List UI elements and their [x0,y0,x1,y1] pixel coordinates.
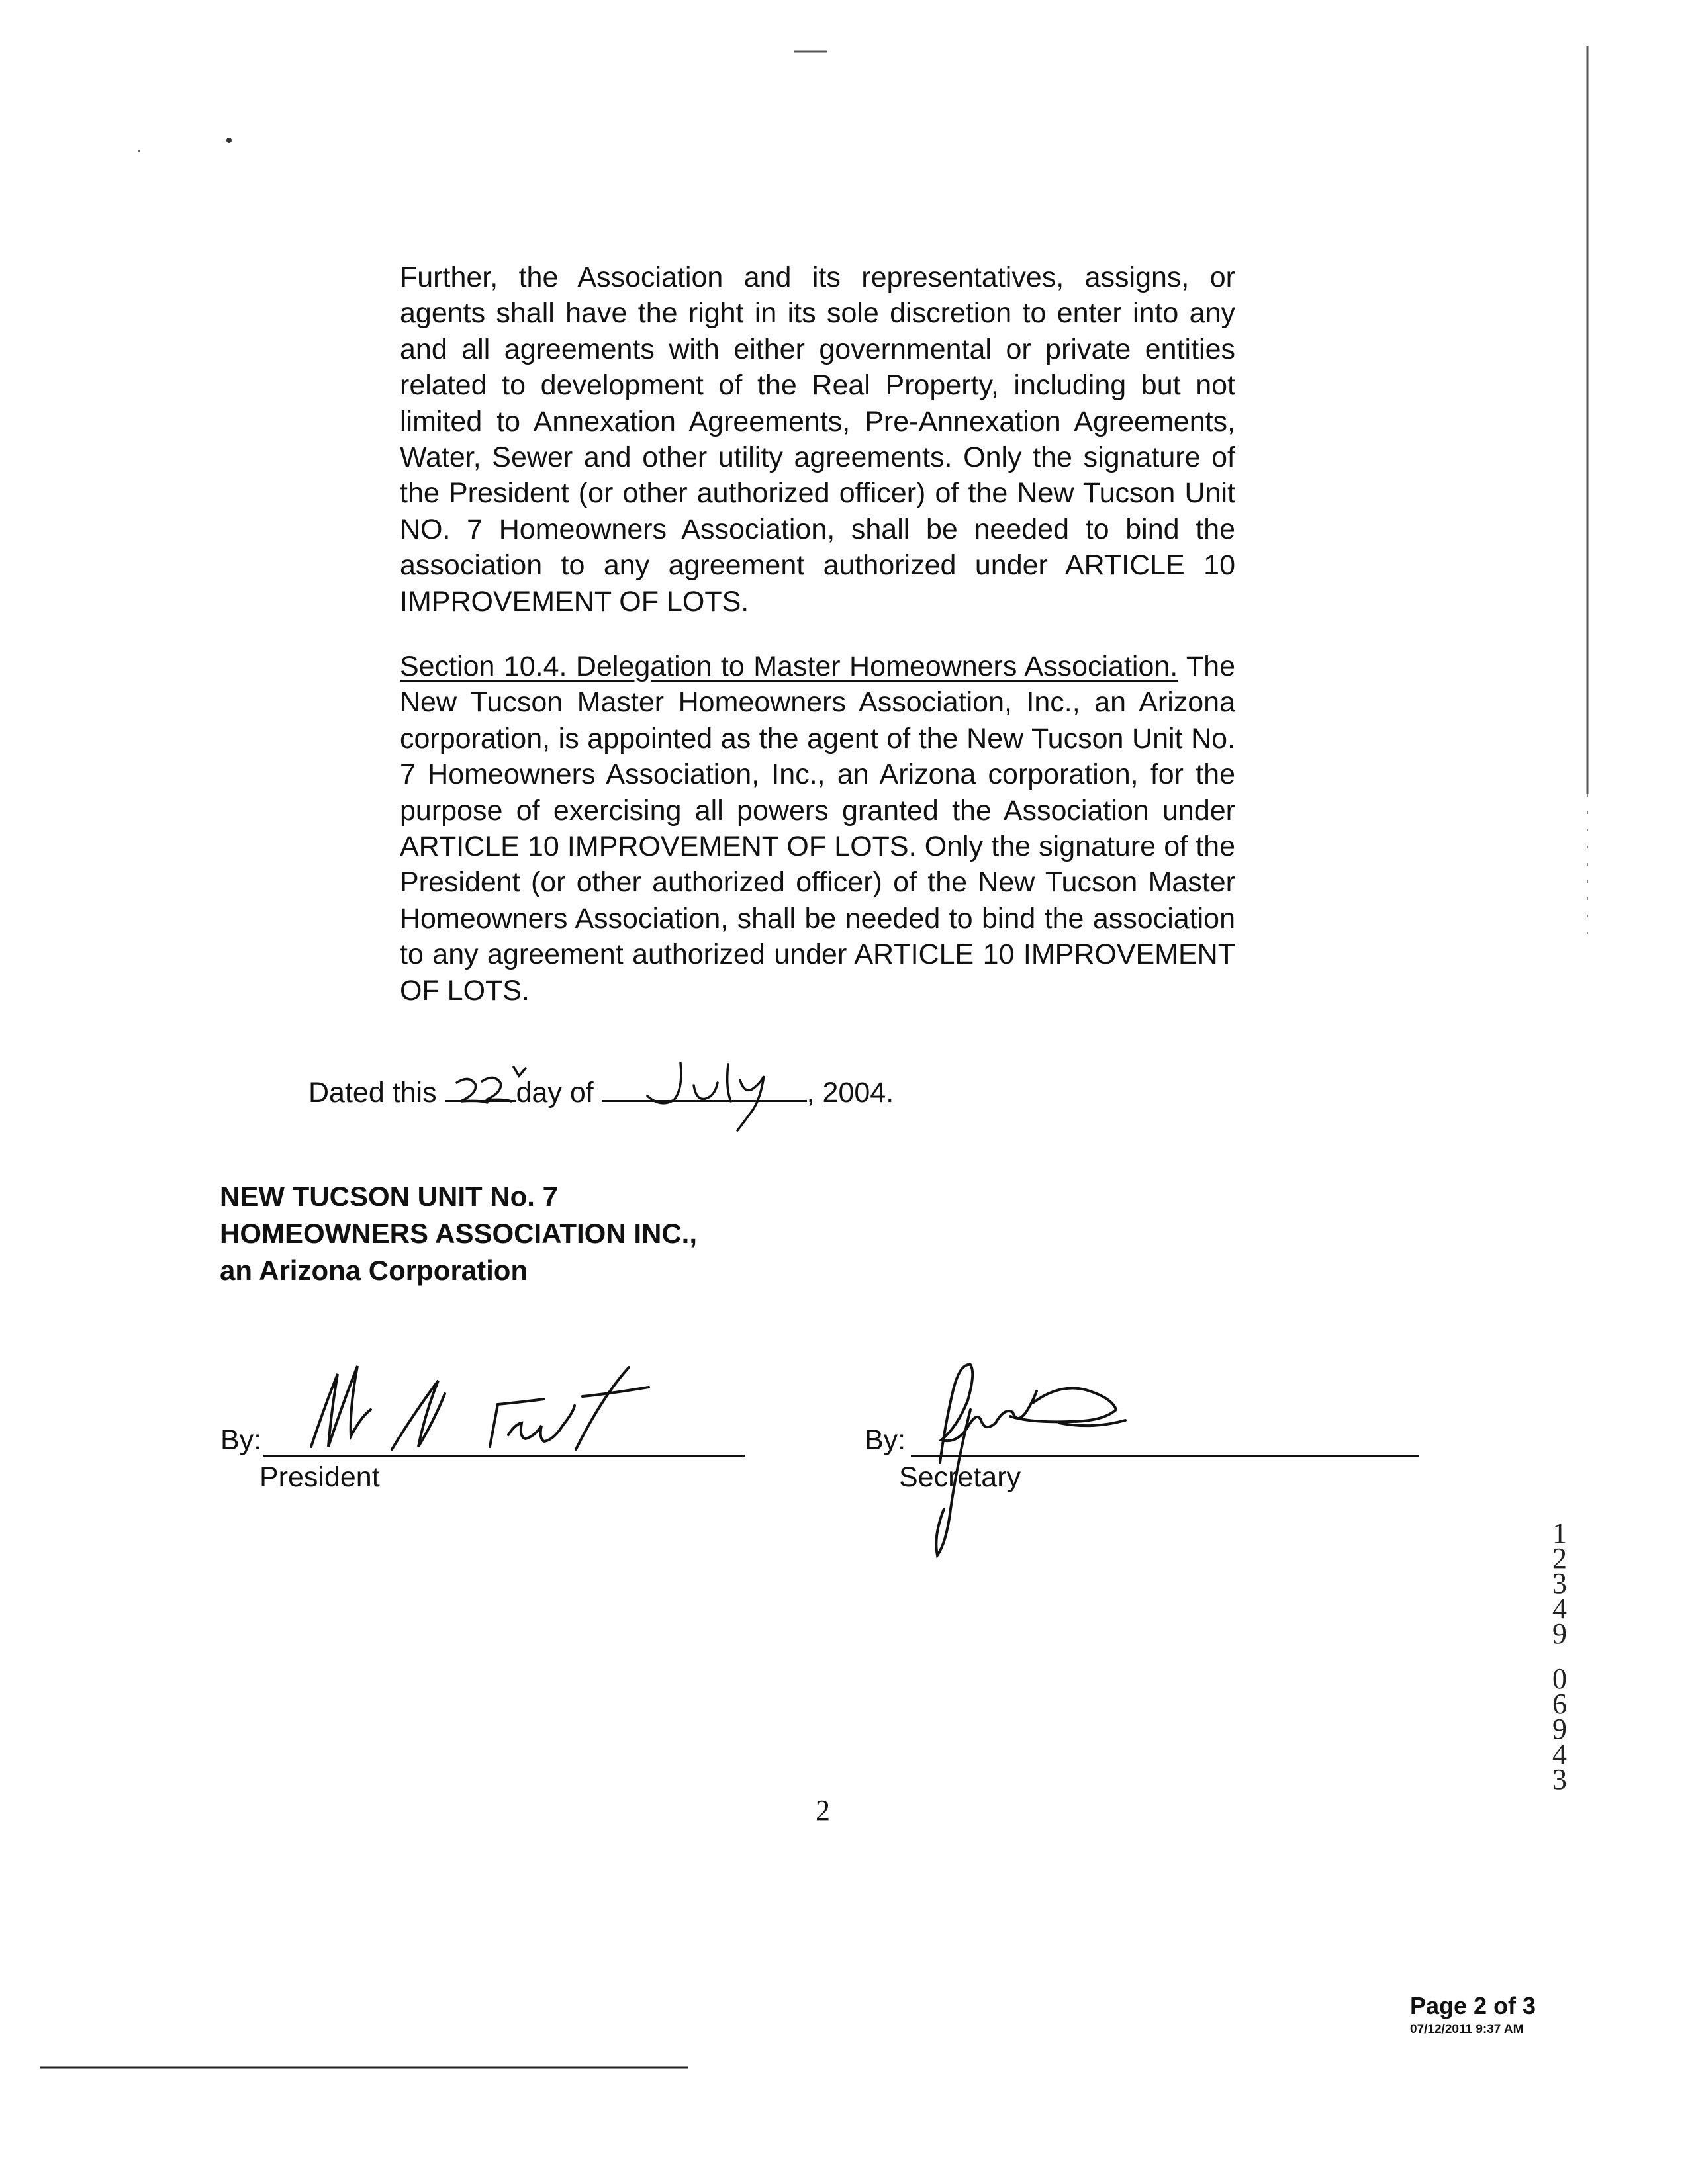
handwritten-day [457,1067,526,1103]
scan-speck [226,138,232,143]
president-signature [311,1366,649,1449]
margin-digit: 1 [1552,1517,1567,1549]
margin-digit: 3 [1552,1763,1567,1796]
president-by-label: By: [220,1424,262,1456]
scan-speck [138,150,140,152]
page-number: 2 [816,1794,830,1827]
margin-digit: 2 [1552,1542,1567,1574]
secretary-title: Secretary [899,1461,1021,1493]
secretary-signature [936,1365,1125,1555]
margin-digit: 3 [1552,1567,1567,1600]
president-title: President [259,1461,380,1493]
corporation-name-line-2: HOMEOWNERS ASSOCIATION INC., [220,1218,698,1249]
secretary-by-label: By: [865,1424,906,1456]
dated-prefix: Dated this [308,1077,437,1109]
dated-middle: day of [516,1077,594,1109]
corporation-type: an Arizona Corporation [220,1255,528,1286]
margin-digit: 4 [1552,1592,1567,1625]
section-heading: Section 10.4. Delegation to Master Homeowners Association. [400,651,1178,682]
handwritten-month [647,1063,764,1130]
print-timestamp: 07/12/2011 9:37 AM [1410,2023,1524,2036]
margin-digit: 9 [1552,1713,1567,1745]
margin-digit: 6 [1552,1688,1567,1720]
page-of-label: Page 2 of 3 [1410,1992,1536,2019]
margin-digit: 9 [1552,1617,1567,1650]
corporation-name-line-1: NEW TUCSON UNIT No. 7 [220,1181,558,1212]
dated-suffix: , 2004. [806,1077,894,1109]
margin-digit: 0 [1552,1662,1567,1695]
margin-digit: 4 [1552,1738,1567,1770]
body-paragraph-1: Further, the Association and its representatives, assigns, or agents shall have the right in its sole discretion to enter into any and all agreements with either governmental or private entities related to development of the Real Property, including but not limited to Annexation Agreements, Pre-Annexation Agreements, Water, Sewer and other utility agreements. Only the signature of the President (or other authorized officer) of the New Tucson Unit NO. 7 Homeowners Association, shall be needed to bind the association to any agreement authorized under ARTICLE 10 IMPROVEMENT OF LOTS. [400,261,1235,617]
section-text: The New Tucson Master Homeowners Association, Inc., an Arizona corporation, is appointed as the agent of the New Tucson Unit No. 7 Homeowners Association, Inc., an Arizona corporation, for the purpose of exercising all powers granted the Association under ARTICLE 10 IMPROVEMENT OF LOTS. Only the signature of the President (or other authorized officer) of the New Tucson Master Homeowners Association, shall be needed to bind the association to any agreement authorized under ARTICLE 10 IMPROVEMENT OF LOTS. [400,651,1236,1007]
